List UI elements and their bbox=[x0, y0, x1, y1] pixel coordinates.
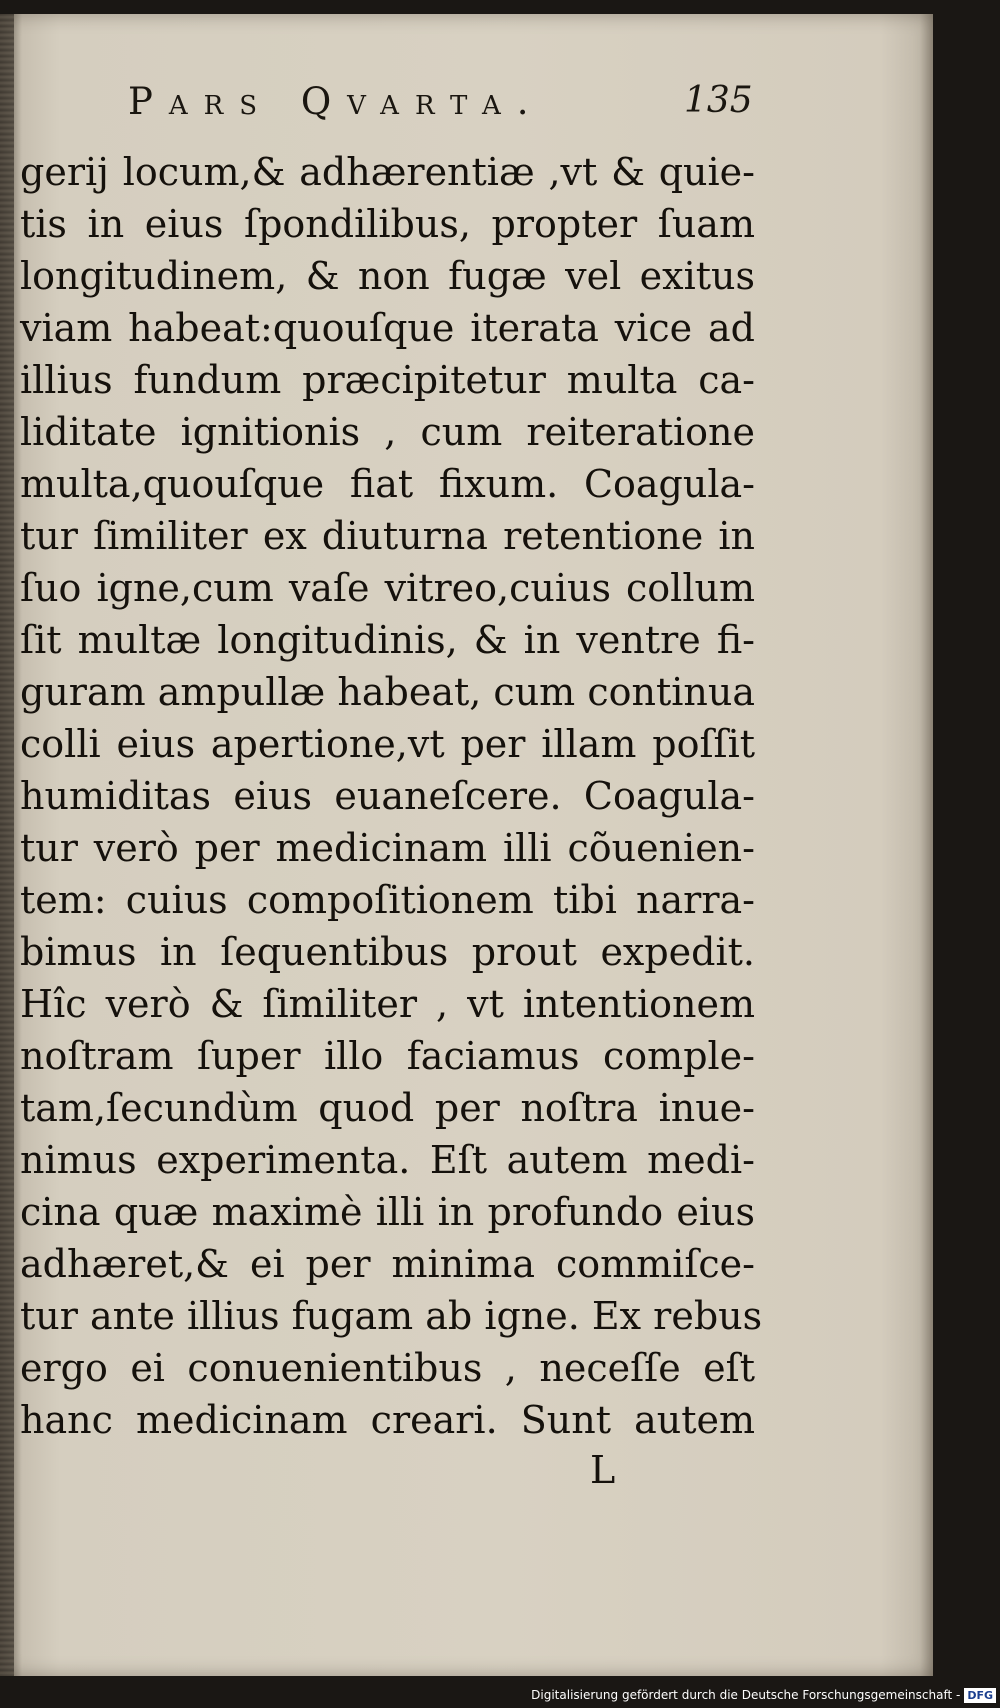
text-line: tur ſimiliter ex diuturna retentione in bbox=[20, 514, 755, 558]
body-text bbox=[20, 146, 763, 1446]
text-line: tur verò per medicinam illi cõuenien- bbox=[20, 826, 755, 870]
dfg-logo: DFG bbox=[964, 1688, 996, 1703]
text-line: guram ampullæ habeat, cum continua bbox=[20, 670, 755, 714]
catchword: L bbox=[590, 1448, 616, 1492]
text-line: humiditas eius euaneſcere. Coagula- bbox=[20, 774, 755, 818]
text-line: bimus in ſequentibus prout expedit. bbox=[20, 930, 755, 974]
text-line: liditate ignitionis , cum reiteratione bbox=[20, 410, 755, 454]
text-line: viam habeat:quouſque iterata vice ad bbox=[20, 306, 755, 350]
text-line: noſtram ſuper illo faciamus comple- bbox=[20, 1034, 755, 1078]
page-header bbox=[0, 74, 933, 134]
running-head: Pars Qvarta. bbox=[128, 80, 545, 123]
book-page bbox=[0, 14, 933, 1676]
page-number: 135 bbox=[684, 80, 753, 121]
text-line: ſit multæ longitudinis, & in ventre fi- bbox=[20, 618, 755, 662]
text-line: illius fundum præcipitetur multa ca- bbox=[20, 358, 755, 402]
digitization-credit bbox=[531, 1684, 996, 1706]
credit-text: Digitalisierung gefördert durch die Deutsche Forschungsgemeinschaft - bbox=[531, 1688, 961, 1702]
text-line: ergo ei conuenientibus , neceſſe eſt bbox=[20, 1346, 755, 1390]
text-line: ſuo igne,cum vaſe vitreo,cuius collum bbox=[20, 566, 755, 610]
page-gutter-edge bbox=[0, 14, 14, 1676]
text-line: longitudinem, & non fugæ vel exitus bbox=[20, 254, 755, 298]
text-line: colli eius apertione,vt per illam poſſit bbox=[20, 722, 755, 766]
text-line: tur ante illius fugam ab igne. Ex rebus bbox=[20, 1294, 763, 1338]
text-line: adhæret,& ei per minima commiſce- bbox=[20, 1242, 755, 1286]
text-line: tam,ſecundùm quod per noſtra inue- bbox=[20, 1086, 755, 1130]
text-line: nimus experimenta. Eſt autem medi- bbox=[20, 1138, 755, 1182]
text-line: cina quæ maximè illi in profundo eius bbox=[20, 1190, 755, 1234]
text-line: multa,quouſque fiat fixum. Coagula- bbox=[20, 462, 755, 506]
text-line: hanc medicinam creari. Sunt autem bbox=[20, 1398, 755, 1442]
text-line: Hîc verò & ſimiliter , vt intentionem bbox=[20, 982, 755, 1026]
text-line: tem: cuius compoſitionem tibi narra- bbox=[20, 878, 755, 922]
text-line: gerij locum,& adhærentiæ ,vt & quie- bbox=[20, 150, 755, 194]
text-line: tis in eius ſpondilibus, propter ſuam bbox=[20, 202, 755, 246]
